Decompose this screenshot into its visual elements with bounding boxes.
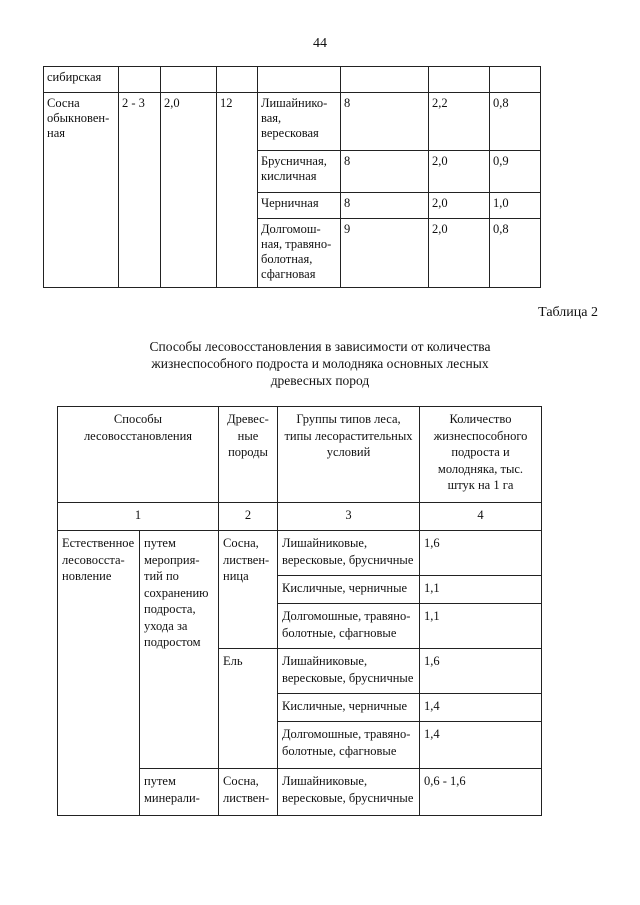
forest-type-cell: Лишайниковые, вересковые, брусничные [278,769,420,816]
quantity-cell: 1,4 [420,694,542,722]
cell: 12 [217,93,258,288]
cell [258,67,341,93]
table-continued [43,66,541,288]
cell [217,67,258,93]
submethod-cell: путем минерали- [140,769,219,816]
species-cell: Ель [219,649,278,769]
quantity-cell: 1,6 [420,649,542,694]
table-row [44,93,541,151]
page-number: 44 [313,36,327,51]
header-cell: Древес- ные породы [219,407,278,503]
column-number-row [58,503,542,531]
cell: 8 [341,93,429,151]
forest-type-cell: Черничная [258,193,341,219]
forest-type-cell: Долгомош- ная, травяно- болотная, сфагновая [258,219,341,288]
header-cell: Группы типов леса, типы лесорастительных условий [278,407,420,503]
header-cell: Количество жизнеспособного подроста и молодняка, тыс. штук на 1 га [420,407,542,503]
forest-type-cell: Лишайниковые, вересковые, брусничные [278,531,420,576]
forest-type-cell: Долгомошные, травяно- болотные, сфагновые [278,604,420,649]
cell: 2,0 [429,193,490,219]
species-cell: Сосна, листвен- [219,769,278,816]
species-cell: Сосна, листвен- ница [219,531,278,649]
cell: 1,0 [490,193,541,219]
cell: 2,0 [161,93,217,288]
method-cell: Естественное лесовосста- новление [58,531,140,816]
header-row [58,407,542,503]
cell: 2 - 3 [119,93,161,288]
quantity-cell: 1,1 [420,604,542,649]
table-title: Способы лесовосстановления в зависимости от количества жизнеспособного подроста и молодняка основных лесных древесных пород [149,339,491,388]
submethod-cell: путем мероприя- тий по сохранению подроста, ухода за подростом [140,531,219,769]
cell [429,67,490,93]
quantity-cell: 1,1 [420,576,542,604]
reforestation-table [57,406,542,816]
col-number: 3 [278,503,420,531]
table-row [44,67,541,93]
cell: 8 [341,193,429,219]
table-row [58,531,542,576]
forest-type-cell: Долгомошные, травяно- болотные, сфагновые [278,722,420,769]
col-number: 1 [58,503,219,531]
cell: 2,0 [429,151,490,193]
cell: 9 [341,219,429,288]
cell: сибирская [44,67,119,93]
cell: 2,0 [429,219,490,288]
cell [490,67,541,93]
cell [161,67,217,93]
species-cell: Сосна обыкновен- ная [44,93,119,288]
quantity-cell: 1,6 [420,531,542,576]
forest-type-cell: Лишайнико- вая, вересковая [258,93,341,151]
forest-type-cell: Лишайниковые, вересковые, брусничные [278,649,420,694]
col-number: 4 [420,503,542,531]
cell [119,67,161,93]
cell: 0,8 [490,93,541,151]
cell: 0,8 [490,219,541,288]
cell [341,67,429,93]
quantity-cell: 1,4 [420,722,542,769]
forest-type-cell: Кисличные, черничные [278,576,420,604]
header-cell: Способы лесовосстановления [58,407,219,503]
cell: 2,2 [429,93,490,151]
cell: 0,9 [490,151,541,193]
forest-type-cell: Брусничная, кисличная [258,151,341,193]
forest-type-cell: Кисличные, черничные [278,694,420,722]
table-label: Таблица 2 [538,305,598,320]
cell: 8 [341,151,429,193]
quantity-cell: 0,6 - 1,6 [420,769,542,816]
col-number: 2 [219,503,278,531]
